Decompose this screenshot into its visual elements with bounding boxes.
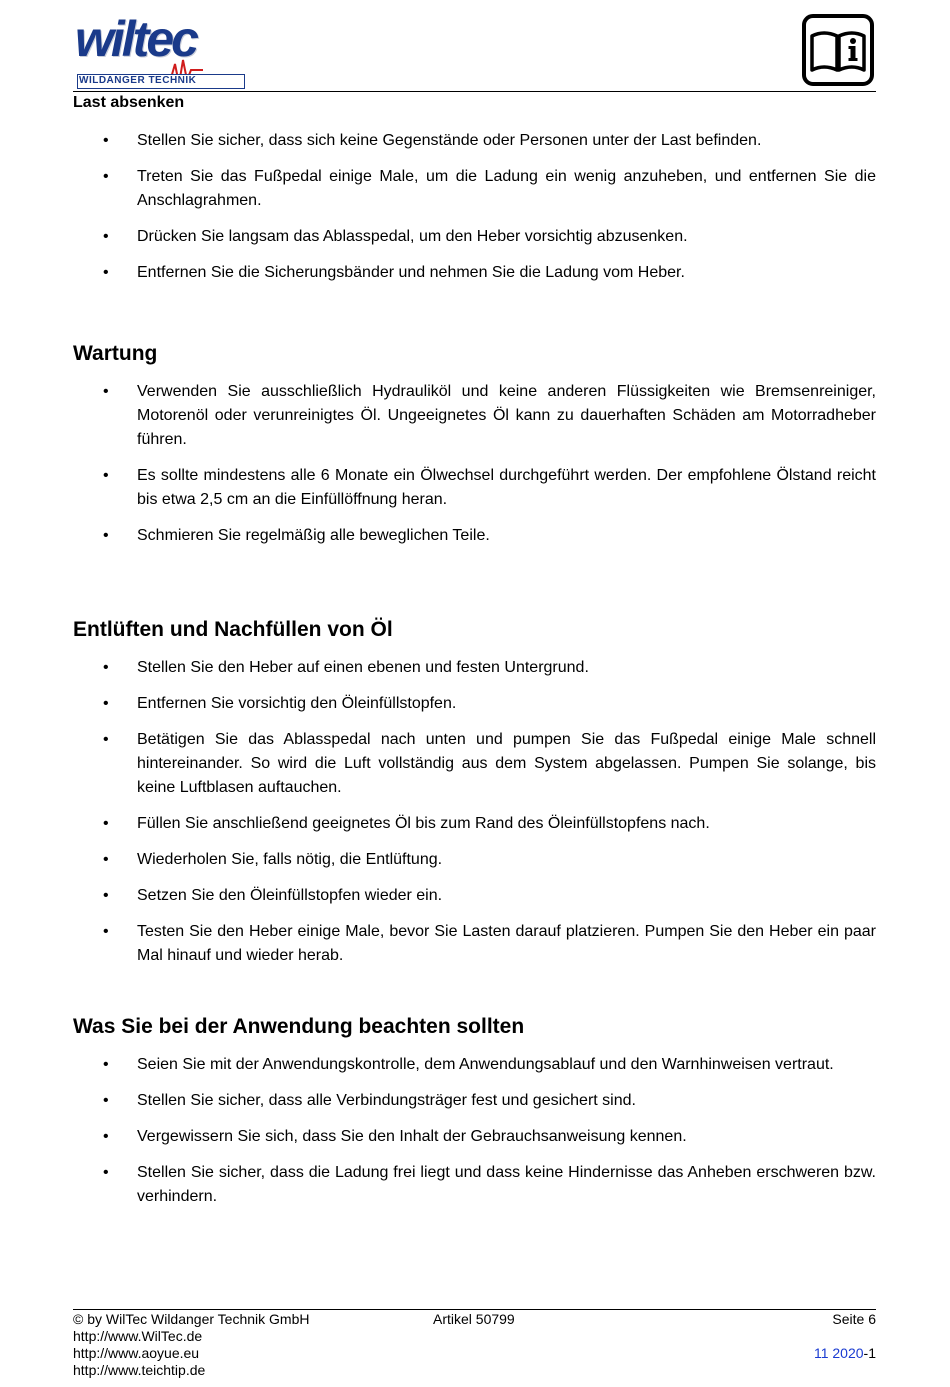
bullet-icon: • <box>103 264 109 281</box>
footer-link-wiltec[interactable]: http://www.WilTec.de <box>73 1328 203 1344</box>
list-item: • Wiederholen Sie, falls nötig, die Entlüftung. <box>73 848 876 872</box>
bullet-icon: • <box>103 132 109 149</box>
footer-copyright: © by WilTec Wildanger Technik GmbH <box>73 1311 310 1327</box>
list-item: • Stellen Sie sicher, dass alle Verbindungsträger fest und gesichert sind. <box>73 1089 876 1113</box>
list-item: • Treten Sie das Fußpedal einige Male, um die Ladung ein wenig anzuheben, und entfernen Sie die Anschlagrahmen. <box>73 165 876 213</box>
list-item: • Seien Sie mit der Anwendungskontrolle, dem Anwendungsablauf und den Warnhinweisen vertraut. <box>73 1053 876 1077</box>
bullet-icon: • <box>103 923 109 940</box>
bullet-icon: • <box>103 467 109 484</box>
footer-divider <box>73 1309 876 1310</box>
list-entlueften <box>73 656 876 968</box>
bullet-icon: • <box>103 887 109 904</box>
page-header <box>73 8 876 92</box>
list-item: • Setzen Sie den Öleinfüllstopfen wieder ein. <box>73 884 876 908</box>
bullet-icon: • <box>103 228 109 245</box>
list-item: • Drücken Sie langsam das Ablasspedal, um den Heber vorsichtig abzusenken. <box>73 225 876 249</box>
section-title-anwendung: Was Sie bei der Anwendung beachten sollten <box>73 1015 525 1038</box>
bullet-icon: • <box>103 731 109 748</box>
list-item: • Stellen Sie sicher, dass die Ladung frei liegt und dass keine Hindernisse das Anheben erschweren bzw. verhindern. <box>73 1161 876 1209</box>
bullet-icon: • <box>103 383 109 400</box>
list-item: • Stellen Sie sicher, dass sich keine Gegenstände oder Personen unter der Last befinden. <box>73 129 876 153</box>
footer-version <box>814 1345 876 1362</box>
bullet-icon: • <box>103 851 109 868</box>
list-last-absenken <box>73 129 876 285</box>
bullet-icon: • <box>103 1128 109 1145</box>
bullet-icon: • <box>103 527 109 544</box>
list-item: • Vergewissern Sie sich, dass Sie den Inhalt der Gebrauchsanweisung kennen. <box>73 1125 876 1149</box>
manual-info-icon <box>802 14 874 86</box>
bullet-icon: • <box>103 1164 109 1181</box>
document-body <box>73 94 876 1209</box>
footer-link-teichtip[interactable]: http://www.teichtip.de <box>73 1362 206 1378</box>
list-item: • Stellen Sie den Heber auf einen ebenen und festen Untergrund. <box>73 656 876 680</box>
footer-company-block <box>73 1311 309 1379</box>
footer-link-aoyue[interactable]: http://www.aoyue.eu <box>73 1345 200 1361</box>
section-title-wartung: Wartung <box>73 342 158 365</box>
bullet-icon: • <box>103 695 109 712</box>
section-title-last-absenken: Last absenken <box>73 94 185 111</box>
list-anwendung <box>73 1053 876 1209</box>
footer-page-number: Seite 6 <box>832 1311 876 1327</box>
section-title-entlueften: Entlüften und Nachfüllen von Öl <box>73 618 393 641</box>
list-item: • Füllen Sie anschließend geeignetes Öl bis zum Rand des Öleinfüllstopfens nach. <box>73 812 876 836</box>
list-item: • Schmieren Sie regelmäßig alle beweglichen Teile. <box>73 524 876 548</box>
footer-version-date: 11 2020 <box>813 1345 864 1361</box>
bullet-icon: • <box>103 168 109 185</box>
list-item: • Entfernen Sie die Sicherungsbänder und nehmen Sie die Ladung vom Heber. <box>73 261 876 285</box>
list-item: • Verwenden Sie ausschließlich Hydrauliköl und keine anderen Flüssigkeiten wie Bremsenreiniger, Motorenöl oder verunreinigtes Öl. Ungeeignetes Öl kann zu dauerhaften Schäden am Motorradheber führen. <box>73 380 876 452</box>
logo-wordmark: wiltec <box>75 11 196 67</box>
wiltec-logo <box>73 8 245 88</box>
list-item: • Betätigen Sie das Ablasspedal nach unten und pumpen Sie das Fußpedal einige Male schnell hintereinander. So wird die Luft vollständig aus dem System abgelassen. Pumpen Sie solange, bis keine Luftblasen auftauchen. <box>73 728 876 800</box>
footer-article-number: Artikel 50799 <box>433 1311 515 1327</box>
bullet-icon: • <box>103 1056 109 1073</box>
list-wartung <box>73 380 876 548</box>
footer-version-suffix: -1 <box>863 1345 876 1361</box>
list-item: • Es sollte mindestens alle 6 Monate ein Ölwechsel durchgeführt werden. Der empfohlene Ölstand reicht bis etwa 2,5 cm an die Einfüllöffnung heran. <box>73 464 876 512</box>
bullet-icon: • <box>103 815 109 832</box>
bullet-icon: • <box>103 1092 109 1109</box>
logo-subtitle: WILDANGER TECHNIK <box>79 75 197 86</box>
bullet-icon: • <box>103 659 109 676</box>
list-item: • Testen Sie den Heber einige Male, bevor Sie Lasten darauf platzieren. Pumpen Sie den Heber ein paar Mal hinauf und wieder herab. <box>73 920 876 968</box>
header-divider <box>73 91 876 92</box>
list-item: • Entfernen Sie vorsichtig den Öleinfüllstopfen. <box>73 692 876 716</box>
